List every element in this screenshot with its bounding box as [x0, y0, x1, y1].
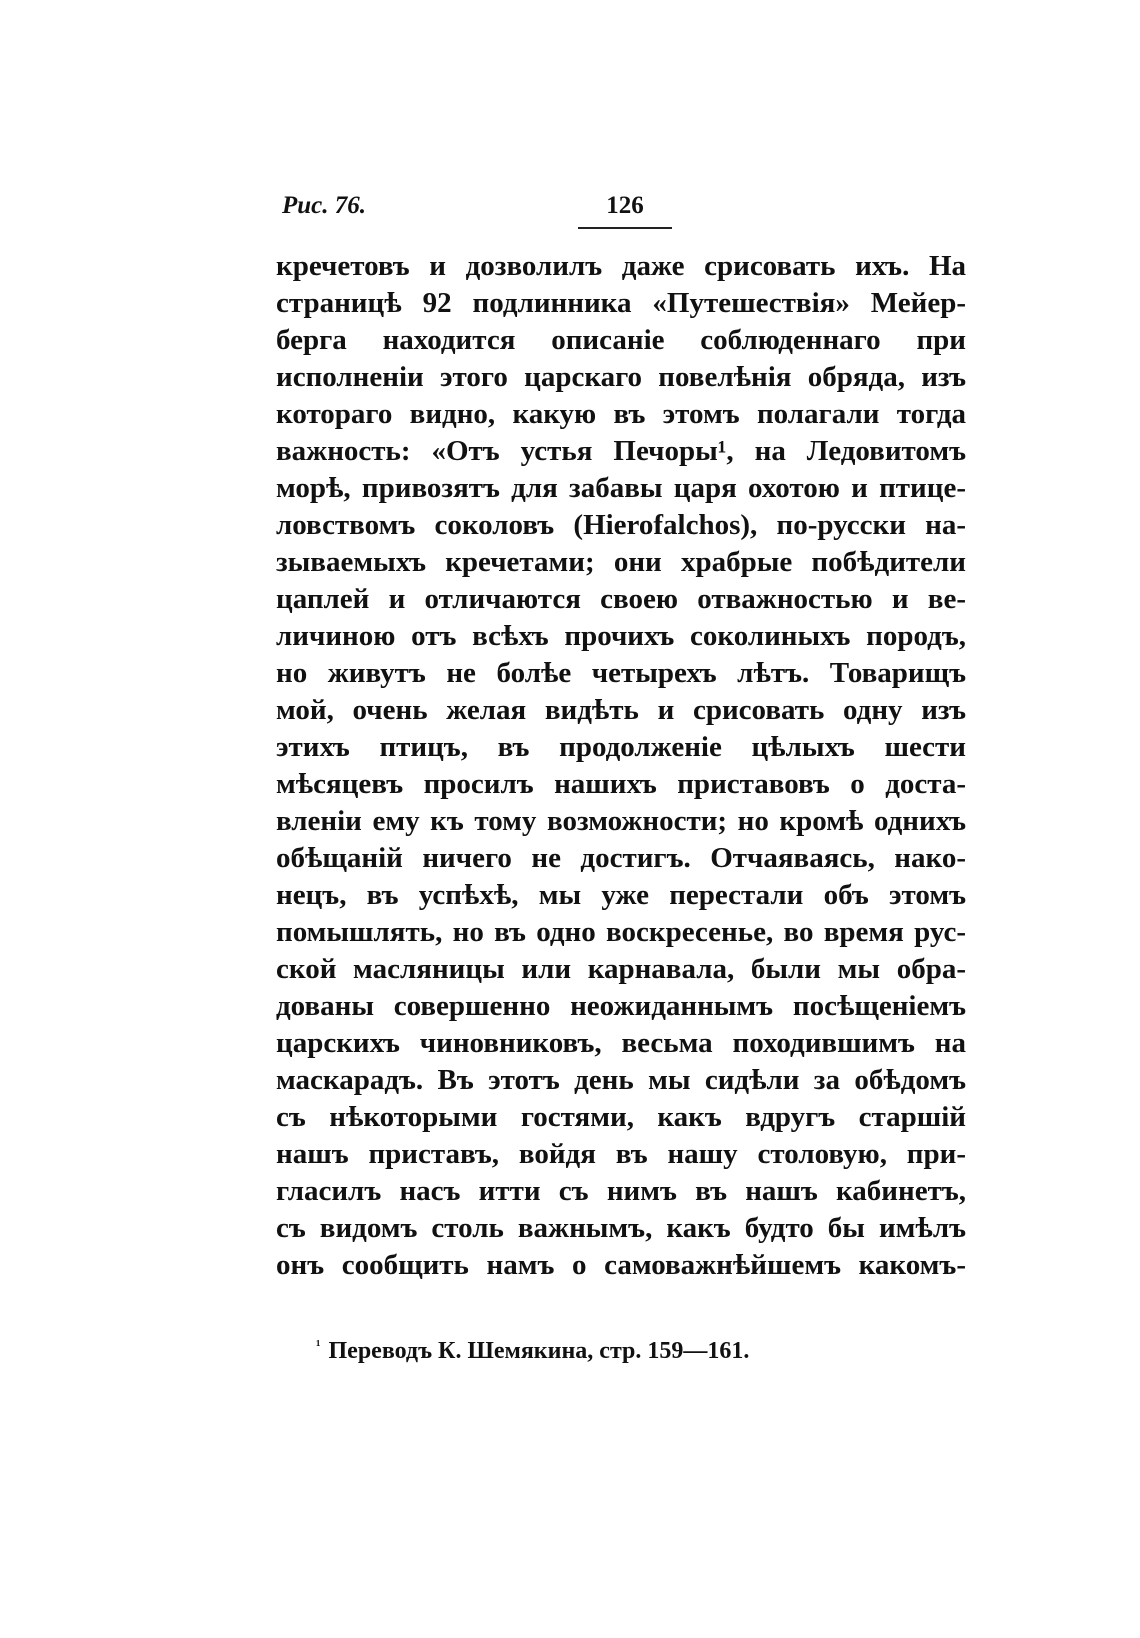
footnote [316, 1338, 749, 1365]
footnote-text: Переводъ К. Шемякина, стр. 159—161. [328, 1338, 750, 1364]
body-text [276, 248, 966, 1284]
text-line: важность: «Отъ устья Печоры¹, на Ледовитомъ [276, 435, 966, 467]
text-line: съ нѣкоторыми гостями, какъ вдругъ старшій [276, 1101, 966, 1133]
text-line: страницѣ 92 подлинника «Путешествія» Мейер- [276, 287, 966, 319]
figure-reference: Рис. 76. [282, 192, 367, 219]
text-line: но живутъ не болѣе четырехъ лѣтъ. Товарищъ [276, 657, 966, 689]
text-line: помышлять, но въ одно воскресенье, во время рус- [276, 916, 966, 948]
text-line: царскихъ чиновниковъ, весьма походившимъ на [276, 1027, 966, 1059]
footnote-marker: ¹ [316, 1338, 321, 1354]
text-line: мой, очень желая видѣть и срисовать одну изъ [276, 694, 966, 726]
text-line: берга находится описаніе соблюденнаго при [276, 324, 966, 356]
text-line: онъ сообщить намъ о самоважнѣйшемъ какомъ- [276, 1249, 966, 1281]
text-line: исполненіи этого царскаго повелѣнія обряда, изъ [276, 361, 966, 393]
text-line: зываемыхъ кречетами; они храбрые побѣдители [276, 546, 966, 578]
text-line: этихъ птицъ, въ продолженіе цѣлыхъ шести [276, 731, 966, 763]
text-line: мѣсяцевъ просилъ нашихъ приставовъ о доста- [276, 768, 966, 800]
text-line: гласилъ насъ итти съ нимъ въ нашъ кабинетъ, [276, 1175, 966, 1207]
text-line: кречетовъ и дозволилъ даже срисовать ихъ. На [276, 250, 966, 282]
text-line: котораго видно, какую въ этомъ полагали тогда [276, 398, 966, 430]
page-number-underline [578, 227, 672, 229]
text-line: маскарадъ. Въ этотъ день мы сидѣли за обѣдомъ [276, 1064, 966, 1096]
text-line: обѣщаній ничего не достигъ. Отчаяваясь, нако- [276, 842, 966, 874]
text-line: дованы совершенно неожиданнымъ посѣщеніемъ [276, 990, 966, 1022]
page-number: 126 [606, 192, 644, 219]
text-line: вленіи ему къ тому возможности; но кромѣ однихъ [276, 805, 966, 837]
text-line: нецъ, въ успѣхѣ, мы уже перестали объ этомъ [276, 879, 966, 911]
text-line: съ видомъ столь важнымъ, какъ будто бы имѣлъ [276, 1212, 966, 1244]
text-line: личиною отъ всѣхъ прочихъ соколиныхъ породъ, [276, 620, 966, 652]
text-line: ской масляницы или карнавала, были мы обра- [276, 953, 966, 985]
text-line: цаплей и отличаются своею отважностью и ве- [276, 583, 966, 615]
text-line: морѣ, привозятъ для забавы царя охотою и птице- [276, 472, 966, 504]
text-line: ловствомъ соколовъ (Hierofalchos), по-русски на- [276, 509, 966, 541]
text-line: нашъ приставъ, войдя въ нашу столовую, при- [276, 1138, 966, 1170]
